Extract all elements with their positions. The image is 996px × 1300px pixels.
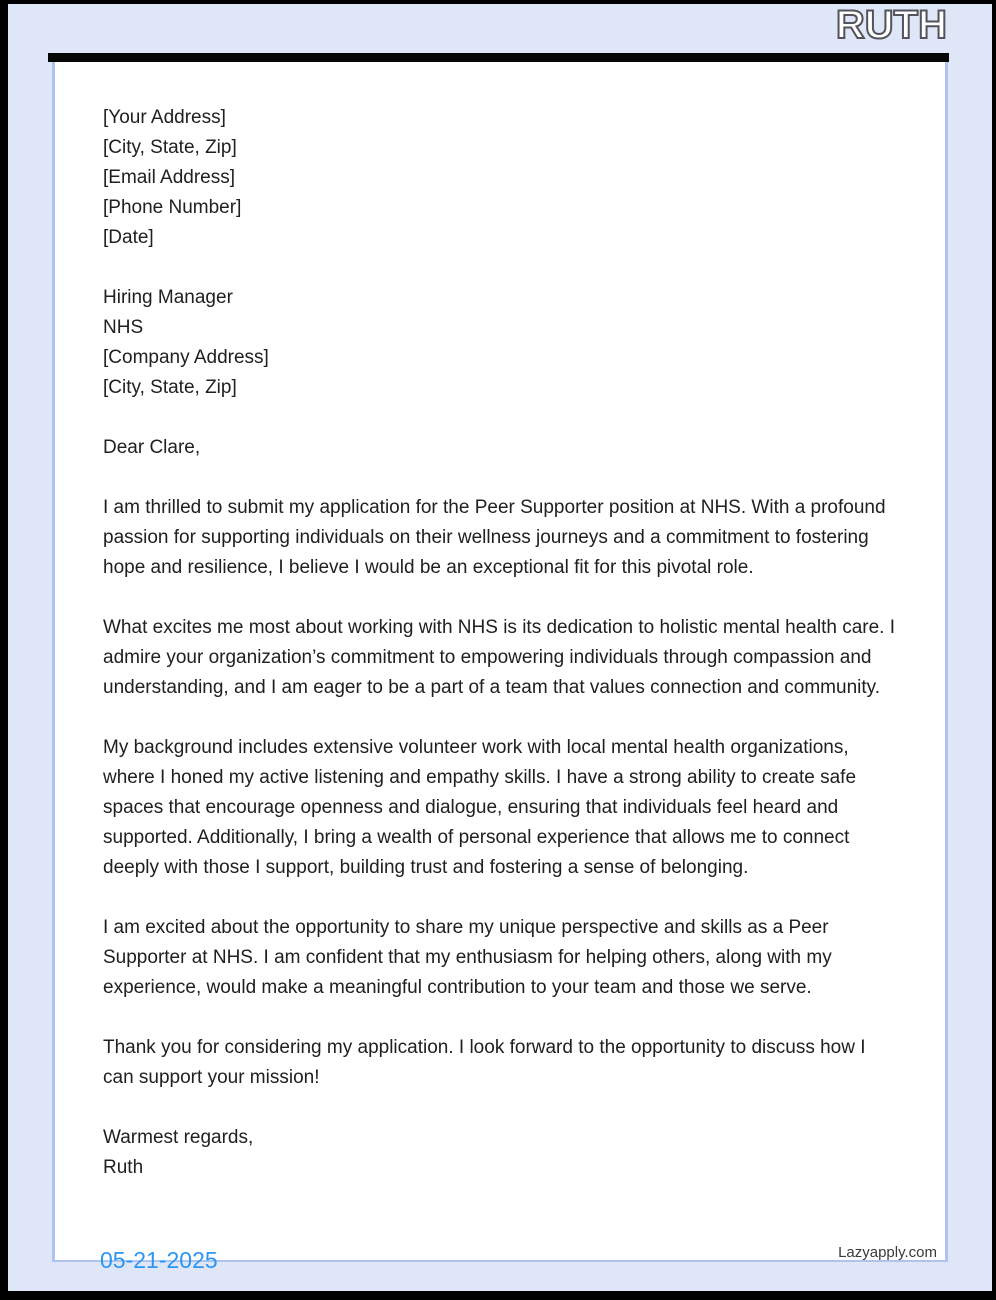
header-divider-bar: [48, 53, 949, 62]
letter-document: [52, 62, 948, 1262]
watermark: Lazyapply.com: [838, 1244, 937, 1261]
closing-phrase: Warmest regards,: [103, 1127, 254, 1148]
body-paragraph: My background includes extensive volunteer work with local mental health organizations, where I honed my active listening and empathy skills. I have a strong ability to create safe spaces that encourage openness and dialogue, ensuring that individuals feel heard and supported. Additionally, I bring a wealth of personal experience that allows me to connect deeply with those I support, building trust and fostering a sense of belonging.: [103, 737, 857, 878]
body-paragraph: I am excited about the opportunity to share my unique perspective and skills as a Peer Supporter at NHS. I am confident that my enthusiasm for helping others, along with my experience, would make a meaningful contribution to your team and those we serve.: [103, 917, 832, 998]
sender-address-line: [Your Address]: [103, 107, 226, 128]
date-stamp: 05-21-2025: [100, 1247, 218, 1273]
recipient-line: [Company Address]: [103, 347, 269, 368]
closing-block: [103, 1123, 897, 1183]
sender-address-block: [103, 103, 897, 253]
recipient-line: Hiring Manager: [103, 287, 233, 308]
letter-content: [55, 62, 945, 1183]
recipient-address-block: [103, 283, 897, 403]
recipient-line: [City, State, Zip]: [103, 377, 237, 398]
body-paragraph: What excites me most about working with NHS is its dedication to holistic mental health care. I admire your organization’s commitment to empowering individuals through compassion and understanding, and I am eager to be a part of a team that values connection and community.: [103, 617, 896, 698]
frame-bottom: [0, 1291, 996, 1300]
sender-address-line: [Date]: [103, 227, 154, 248]
sender-address-line: [Phone Number]: [103, 197, 242, 218]
body-paragraph: I am thrilled to submit my application for the Peer Supporter position at NHS. With a profound passion for supporting individuals on their wellness journeys and a commitment to fostering hope and resilience, I believe I would be an exceptional fit for this pivotal role.: [103, 497, 886, 578]
salutation: Dear Clare,: [103, 437, 201, 458]
body-paragraph: Thank you for considering my application. I look forward to the opportunity to discuss how I can support your mission!: [103, 1037, 866, 1088]
sender-address-line: [City, State, Zip]: [103, 137, 237, 158]
recipient-line: NHS: [103, 317, 144, 338]
salutation-block: [103, 433, 897, 463]
frame-right: [992, 0, 996, 1300]
frame-left: [0, 0, 8, 1300]
signature-name: Ruth: [103, 1157, 144, 1178]
sender-address-line: [Email Address]: [103, 167, 235, 188]
brand-logo-text: RUTH: [835, 3, 947, 47]
